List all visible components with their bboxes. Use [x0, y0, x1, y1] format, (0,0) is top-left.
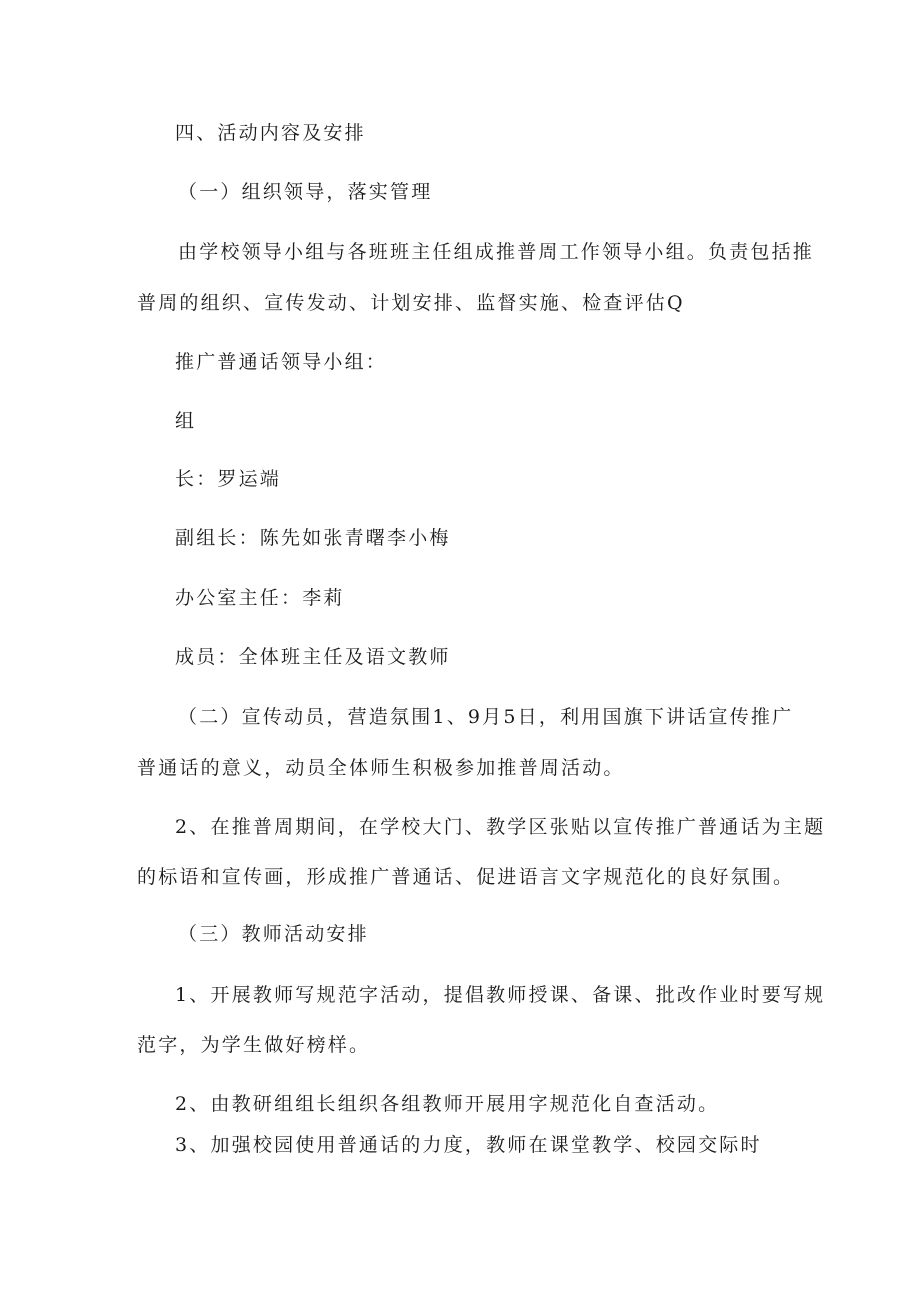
subsection-2-item-2-line-2: 的标语和宣传画，形成推广普通话、促进语言文字规范化的良好氛围。 — [137, 866, 795, 888]
members-line: 成员：全体班主任及语文教师 — [175, 646, 451, 668]
subsection-3-title: （三）教师活动安排 — [178, 923, 369, 945]
subsection-3-item-1-line-2: 范字，为学生做好榜样。 — [137, 1034, 371, 1056]
paragraph-1-line-1: 由学校领导小组与各班班主任组成推普周工作领导小组。负责包括推 — [178, 241, 815, 263]
paragraph-1-line-2: 普周的组织、宣传发动、计划安排、监督实施、检查评估Q — [137, 292, 685, 314]
vice-leaders-line: 副组长：陈先如张青曙李小梅 — [175, 527, 451, 549]
subsection-3-item-1-line-1: 1、开展教师写规范字活动，提倡教师授课、备课、批改作业时要写规 — [175, 984, 826, 1006]
group-zu-char: 组 — [175, 410, 197, 432]
subsection-2-line-1: （二）宣传动员，营造氛围1、9月5日，利用国旗下讲话宣传推广 — [178, 706, 794, 728]
subsection-3-item-2: 2、由教研组组长组织各组教师开展用字规范化自查活动。 — [175, 1093, 720, 1115]
group-label: 推广普通话领导小组： — [175, 351, 388, 373]
subsection-3-item-3: 3、加强校园使用普通话的力度，教师在课堂教学、校园交际时 — [175, 1134, 762, 1156]
section-heading: 四、活动内容及安排 — [175, 122, 366, 144]
subsection-2-line-2: 普通话的意义，动员全体师生积极参加推普周活动。 — [137, 757, 625, 779]
office-director-line: 办公室主任：李莉 — [175, 587, 345, 609]
leader-line: 长：罗运端 — [175, 468, 282, 490]
subsection-2-item-2-line-1: 2、在推普周期间，在学校大门、教学区张贴以宣传推广普通话为主题 — [175, 816, 826, 838]
subsection-1-title: （一）组织领导，落实管理 — [178, 181, 433, 203]
